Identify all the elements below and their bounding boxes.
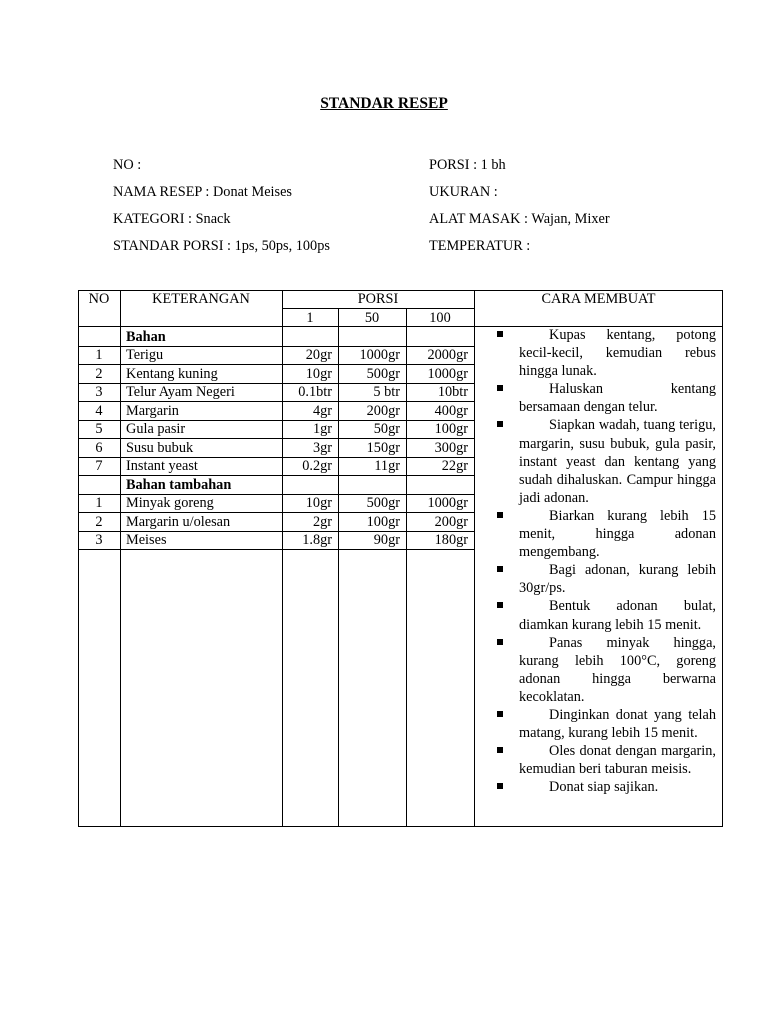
table-rule (78, 512, 475, 513)
square-bullet-icon (497, 639, 503, 645)
table-cell-name: Meises (126, 532, 167, 548)
cooking-step-text: Bagi adonan, kurang lebih 30gr/ps. (519, 562, 716, 597)
cooking-step-text: Bentuk adonan bulat, diamkan kurang lebih 15 menit. (519, 598, 716, 633)
square-bullet-icon (497, 602, 503, 608)
table-cell-name: Gula pasir (126, 421, 186, 437)
table-rule (78, 494, 475, 495)
square-bullet-icon (497, 385, 503, 391)
table-cell-name: Telur Ayam Negeri (126, 384, 235, 400)
cooking-step-text: Biarkan kurang lebih 15 menit, hingga adonan mengembang. (519, 507, 716, 561)
table-cell-p100: 200gr (434, 513, 468, 530)
cooking-step-text: Haluskan kentang bersamaan dengan telur. (519, 381, 716, 416)
table-rule (474, 290, 475, 827)
cooking-step-text: Oles donat dengan margarin, kemudian beri taburan meisis. (519, 743, 716, 778)
square-bullet-icon (497, 711, 503, 717)
cooking-steps-list (497, 326, 716, 796)
square-bullet-icon (497, 512, 503, 518)
header-porsi-50: 50 (364, 310, 380, 326)
table-cell-no: 5 (95, 421, 103, 437)
table-rule (78, 457, 475, 458)
table-cell-p50: 11gr (374, 458, 400, 474)
table-cell-p1: 0.1btr (298, 384, 332, 400)
table-rule (282, 308, 475, 309)
cooking-step-text: Kupas kentang, potong kecil-kecil, kemudian rebus hingga lunak. (519, 327, 716, 380)
cooking-step-text: Panas minyak hingga, kurang lebih 100°C, goreng adonan hingga berwarna kecoklatan. (519, 634, 716, 705)
table-rule (338, 308, 339, 827)
table-cell-p100: 22gr (441, 458, 468, 474)
table-rule (406, 308, 407, 827)
table-cell-p100: 1000gr (427, 365, 468, 382)
table-cell-name: Minyak goreng (126, 495, 214, 511)
table-cell-name: Instant yeast (126, 458, 198, 474)
header-keterangan: KETERANGAN (152, 291, 250, 307)
table-rule (78, 383, 475, 384)
table-cell-p50: 100gr (366, 513, 400, 530)
cooking-step-text: Dinginkan donat yang telah matang, kurang lebih 15 menit. (519, 706, 716, 742)
table-cell-p100: 100gr (434, 421, 468, 437)
table-cell-p50: 50gr (373, 421, 400, 437)
table-rule (78, 826, 723, 827)
table-cell-p50: 150gr (366, 439, 400, 456)
table-rule (78, 290, 723, 291)
table-rule (78, 438, 475, 439)
header-porsi-1: 1 (306, 310, 314, 326)
table-rule (78, 420, 475, 421)
info-standar-porsi: STANDAR PORSI : 1ps, 50ps, 100ps (113, 238, 330, 254)
cooking-step (497, 742, 716, 778)
table-cell-p1: 1gr (312, 421, 332, 437)
cooking-step (497, 416, 716, 506)
table-cell-p100: 300gr (434, 439, 468, 456)
table-cell-no: 2 (95, 365, 103, 382)
cooking-step (497, 706, 716, 742)
table-rule (78, 401, 475, 402)
table-cell-name: Margarin u/olesan (126, 513, 231, 530)
table-cell-p1: 20gr (305, 347, 332, 363)
cooking-step (497, 778, 716, 796)
section-bahan-tambahan: Bahan tambahan (126, 476, 232, 493)
info-nama-resep: NAMA RESEP : Donat Meises (113, 184, 292, 200)
cooking-step (497, 326, 716, 380)
table-cell-name: Terigu (126, 347, 164, 363)
info-alat-masak: ALAT MASAK : Wajan, Mixer (429, 211, 610, 227)
table-rule (78, 364, 475, 365)
table-cell-no: 7 (95, 458, 103, 474)
table-cell-p50: 500gr (366, 365, 400, 382)
table-rule (282, 290, 283, 827)
info-temperatur: TEMPERATUR : (429, 238, 531, 254)
header-porsi-100: 100 (429, 310, 451, 326)
table-cell-p50: 90gr (373, 532, 400, 548)
header-porsi: PORSI (357, 291, 399, 307)
table-rule (78, 549, 475, 550)
cooking-step (497, 561, 716, 597)
table-cell-p1: 4gr (312, 402, 332, 419)
table-cell-no: 4 (95, 402, 103, 419)
info-porsi: PORSI : 1 bh (429, 157, 506, 173)
table-cell-no: 2 (95, 513, 103, 530)
page-title: STANDAR RESEP (320, 95, 448, 112)
table-cell-p100: 400gr (434, 402, 468, 419)
table-rule (78, 346, 475, 347)
table-cell-p1: 10gr (305, 365, 332, 382)
table-cell-p50: 200gr (366, 402, 400, 419)
table-cell-no: 3 (95, 384, 103, 400)
section-bahan: Bahan (126, 328, 166, 345)
table-rule (78, 326, 475, 327)
info-no: NO : (113, 157, 142, 173)
table-cell-p1: 10gr (305, 495, 332, 511)
cooking-step (497, 634, 716, 706)
table-cell-p100: 2000gr (427, 347, 468, 363)
square-bullet-icon (497, 566, 503, 572)
table-rule (78, 475, 475, 476)
table-cell-p1: 2gr (312, 513, 332, 530)
table-cell-p1: 0.2gr (302, 458, 332, 474)
cooking-step (497, 507, 716, 561)
table-cell-name: Susu bubuk (126, 439, 194, 456)
table-cell-name: Margarin (126, 402, 179, 419)
table-rule (78, 290, 79, 827)
header-cara-membuat: CARA MEMBUAT (541, 291, 656, 307)
table-cell-no: 1 (95, 495, 103, 511)
table-cell-p1: 1.8gr (302, 532, 332, 548)
square-bullet-icon (497, 421, 503, 427)
table-cell-p1: 3gr (312, 439, 332, 456)
info-ukuran: UKURAN : (429, 184, 498, 200)
table-cell-no: 1 (95, 347, 103, 363)
table-cell-p50: 5 btr (373, 384, 400, 400)
cooking-step (497, 597, 716, 633)
table-cell-p100: 10btr (437, 384, 468, 400)
table-rule (722, 290, 723, 827)
table-cell-p50: 500gr (366, 495, 400, 511)
table-cell-p100: 180gr (434, 532, 468, 548)
cooking-step (497, 380, 716, 416)
square-bullet-icon (497, 747, 503, 753)
table-rule (120, 290, 121, 827)
table-cell-p100: 1000gr (427, 495, 468, 511)
table-cell-p50: 1000gr (359, 347, 400, 363)
cooking-step-text: Siapkan wadah, tuang terigu, margarin, susu bubuk, gula pasir, instant yeast dan kentang yang sudah dihaluskan. Campur hingga jadi adonan. (519, 417, 716, 506)
square-bullet-icon (497, 783, 503, 789)
table-rule (78, 531, 475, 532)
table-cell-name: Kentang kuning (126, 365, 218, 382)
table-cell-no: 6 (95, 439, 103, 456)
info-kategori: KATEGORI : Snack (113, 211, 231, 227)
cooking-step-text: Donat siap sajikan. (549, 779, 659, 796)
square-bullet-icon (497, 331, 503, 337)
header-no: NO (88, 291, 110, 307)
table-cell-no: 3 (95, 532, 103, 548)
